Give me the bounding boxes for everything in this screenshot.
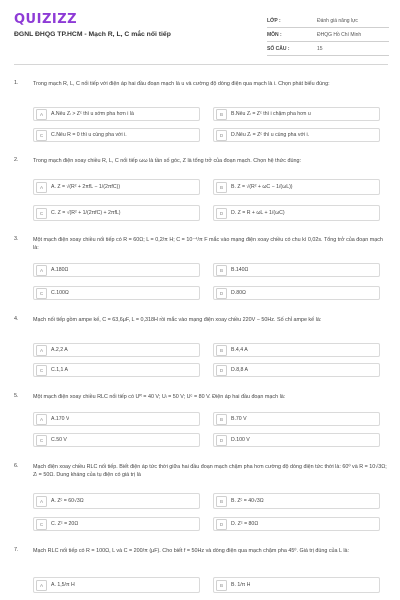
option-text: C.Nếu R = 0 thì u cùng pha với i. — [51, 132, 127, 138]
answer-option-d[interactable] — [213, 286, 380, 300]
question-text: Một mạch điện xoay chiều nối tiếp có R = 60Ω; L = 0,2/π H; C = 10⁻⁴/π F mắc vào mạng điện xoay chiều có chu kì 0,02s. Tổng trở của đoạn mạch là: — [33, 237, 383, 252]
option-text: A.Nếu Zₗ > Zᶜ thì u sớm pha hơn i là — [51, 111, 134, 117]
option-letter: A — [36, 345, 47, 356]
document-title: ĐGNL ĐHQG TP.HCM - Mạch R, L, C mắc nối tiếp — [14, 31, 171, 38]
option-text: D.80Ω — [231, 290, 246, 296]
option-letter: C — [36, 365, 47, 376]
option-text: A. Zᶜ = 60√3Ω — [51, 498, 84, 504]
option-text: D. Z = R + ωL + 1/(ωC) — [231, 210, 285, 216]
quizizz-logo: QUIZIZZ — [14, 12, 78, 27]
answer-option-b[interactable] — [213, 107, 380, 121]
meta-row-class — [267, 14, 389, 28]
option-letter: B — [216, 580, 227, 591]
question-number: 7. — [14, 547, 19, 553]
option-text: D.100 V — [231, 437, 250, 443]
answer-option-c[interactable] — [33, 128, 200, 142]
option-text: A.180Ω — [51, 267, 69, 273]
option-text: C. Zᶜ = 20Ω — [51, 521, 79, 527]
answer-option-a[interactable] — [33, 343, 200, 357]
answer-option-a[interactable] — [33, 179, 200, 195]
option-text: D.8,8 A — [231, 367, 249, 373]
option-text: B. Zᶜ = 40√3Ω — [231, 498, 264, 504]
option-letter: B — [216, 345, 227, 356]
option-letter: A — [36, 265, 47, 276]
answer-option-a[interactable] — [33, 107, 200, 121]
option-letter: D — [216, 288, 227, 299]
answer-option-b[interactable] — [213, 179, 380, 195]
question-number: 2. — [14, 157, 19, 163]
option-letter: C — [36, 519, 47, 530]
answer-option-b[interactable] — [213, 493, 380, 509]
answer-option-b[interactable] — [213, 343, 380, 357]
option-letter: B — [216, 414, 227, 425]
meta-value: 15 — [317, 45, 323, 52]
option-text: B.140Ω — [231, 267, 249, 273]
option-text: B. Z = √(R² + ωC − 1/(ωL)) — [231, 184, 293, 190]
meta-label: MÔN : — [267, 31, 282, 38]
meta-row-count — [267, 42, 389, 56]
option-letter: D — [216, 519, 227, 530]
option-text: A.170 V — [51, 416, 70, 422]
answer-option-d[interactable] — [213, 128, 380, 142]
question-text: Mạch RLC nối tiếp có R = 100Ω, L và C = 200/π (μF). Cho biết f = 50Hz và dòng điện qua mạch chậm pha 45⁰. Giá trị đúng của L là: — [33, 548, 350, 554]
question-number: 3. — [14, 236, 19, 242]
option-letter: B — [216, 265, 227, 276]
option-text: D. Zᶜ = 80Ω — [231, 521, 259, 527]
answer-option-c[interactable] — [33, 286, 200, 300]
option-text: B.Nếu Zₗ = Zᶜ thì i chậm pha hơn u — [231, 111, 311, 117]
option-letter: D — [216, 130, 227, 141]
answer-option-c[interactable] — [33, 517, 200, 531]
option-text: C. Z = √(R² + 1/(2πfC) + 2πfL) — [51, 210, 121, 216]
question-number: 1. — [14, 80, 19, 86]
meta-label: LỚP : — [267, 17, 281, 24]
option-text: B.70 V — [231, 416, 247, 422]
option-letter: D — [216, 365, 227, 376]
answer-option-d[interactable] — [213, 517, 380, 531]
answer-option-c[interactable] — [33, 433, 200, 447]
meta-value: ĐHQG Hồ Chí Minh — [317, 31, 362, 38]
answer-option-b[interactable] — [213, 412, 380, 426]
answer-option-a[interactable] — [33, 577, 200, 593]
answer-option-c[interactable] — [33, 205, 200, 221]
option-text: B.4,4 A — [231, 347, 248, 353]
question-number: 6. — [14, 463, 19, 469]
option-letter: A — [36, 580, 47, 591]
option-letter: A — [36, 109, 47, 120]
option-letter: B — [216, 496, 227, 507]
option-letter: D — [216, 208, 227, 219]
answer-option-d[interactable] — [213, 433, 380, 447]
answer-option-a[interactable] — [33, 412, 200, 426]
question-number: 4. — [14, 316, 19, 322]
meta-label: SỐ CÂU : — [267, 45, 290, 52]
meta-value: Đánh giá năng lực — [317, 17, 358, 24]
question-text: Trong mạch điện xoay chiều R, L, C nối tiếp ωω là tần số góc, Z là tổng trở của đoạn mạch. Chọn hệ thức đúng: — [33, 158, 301, 164]
option-text: C.1,1 A — [51, 367, 69, 373]
option-text: B. 1/π H — [231, 582, 251, 588]
option-letter: A — [36, 182, 47, 193]
option-text: C.50 V — [51, 437, 67, 443]
meta-table — [267, 14, 389, 56]
option-letter: B — [216, 182, 227, 193]
option-text: A. 1,5/π H — [51, 582, 75, 588]
answer-option-c[interactable] — [33, 363, 200, 377]
question-text: Một mạch điện xoay chiều RLC nối tiếp có Uᴿ = 40 V; Uₗ = 50 V; Uᶜ = 80 V. Điện áp hai đầu đoạn mạch là: — [33, 394, 286, 400]
option-text: D.Nếu Zₗ = Zᶜ thì u cùng pha với i. — [231, 132, 310, 138]
question-number: 5. — [14, 393, 19, 399]
option-letter: C — [36, 435, 47, 446]
answer-option-a[interactable] — [33, 263, 200, 277]
option-letter: C — [36, 208, 47, 219]
option-text: C.100Ω — [51, 290, 69, 296]
option-letter: C — [36, 130, 47, 141]
answer-option-b[interactable] — [213, 263, 380, 277]
option-text: A. Z = √(R² + 2πfL − 1/(2πfC)) — [51, 184, 121, 190]
question-text: Mạch điện xoay chiều RLC nối tiếp. Biết điện áp tức thời giữa hai đầu đoạn mạch chậm pha hơn cường độ dòng điện tức thời là: 60⁰ và R = 10√3Ω; Zₗ = 50Ω. Dung kháng của tụ điện có giá trị là — [33, 464, 387, 479]
answer-option-b[interactable] — [213, 577, 380, 593]
question-text: Trong mạch R, L, C nối tiếp với điện áp hai đầu đoạn mạch là u và cường độ dòng điện qua mạch là i. Chọn phát biểu đúng: — [33, 81, 330, 87]
option-letter: D — [216, 435, 227, 446]
option-letter: C — [36, 288, 47, 299]
option-letter: A — [36, 414, 47, 425]
header-divider — [14, 64, 388, 65]
option-text: A.2,2 A — [51, 347, 68, 353]
answer-option-a[interactable] — [33, 493, 200, 509]
answer-option-d[interactable] — [213, 205, 380, 221]
option-letter: B — [216, 109, 227, 120]
option-letter: A — [36, 496, 47, 507]
question-text: Mạch nối tiếp gồm ampe kế, C = 63,6μF, L = 0,318H rồi mắc vào mạng điện xoay chiều 220V − 50Hz. Số chỉ ampe kế là: — [33, 317, 322, 323]
meta-row-subject — [267, 28, 389, 42]
answer-option-d[interactable] — [213, 363, 380, 377]
